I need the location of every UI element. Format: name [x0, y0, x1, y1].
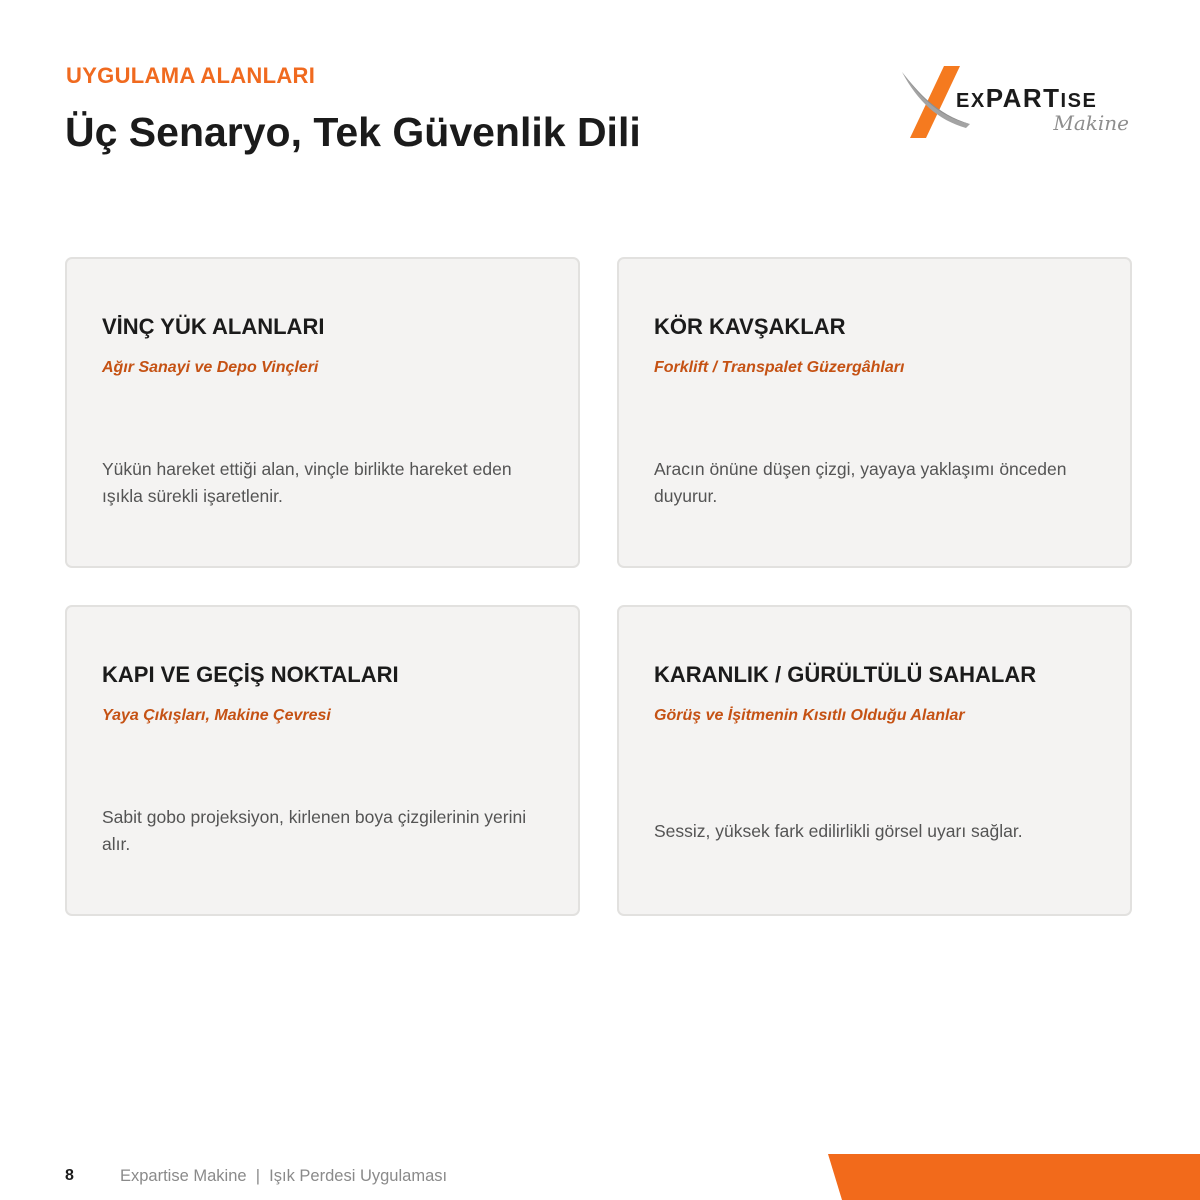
- card-title: KARANLIK / GÜRÜLTÜLÜ SAHALAR: [654, 662, 1037, 687]
- card-body: Aracın önüne düşen çizgi, yayaya yaklaşımı önceden duyurur.: [654, 459, 1067, 506]
- card-subtitle: Ağır Sanayi ve Depo Vinçleri: [102, 359, 319, 376]
- card-blind-intersections: [617, 257, 1132, 568]
- logo-brand-suffix: ISE: [1060, 90, 1098, 112]
- footer-caption: Expartise Makine | Işık Perdesi Uygulaması: [120, 1167, 448, 1185]
- card-body: Yükün hareket ettiği alan, vinçle birlikte hareket eden ışıkla sürekli işaretlenir.: [102, 459, 512, 506]
- page-number: 8: [65, 1167, 74, 1184]
- card-subtitle: Görüş ve İşitmenin Kısıtlı Olduğu Alanlar: [654, 707, 965, 724]
- page-title: Üç Senaryo, Tek Güvenlik Dili: [65, 109, 641, 155]
- card-crane-load-areas: [65, 257, 580, 568]
- card-subtitle: Forklift / Transpalet Güzergâhları: [654, 359, 905, 376]
- logo-brand-mid: PART: [985, 83, 1061, 113]
- card-body: Sabit gobo projeksiyon, kirlenen boya çizgilerinin yerini alır.: [102, 807, 527, 854]
- logo-brand-prefix: EX: [956, 90, 986, 112]
- svg-text:EXPARTISE: [956, 83, 1097, 113]
- card-dark-noisy-sites: [617, 605, 1132, 916]
- card-subtitle: Yaya Çıkışları, Makine Çevresi: [102, 707, 331, 724]
- card-title: KAPI VE GEÇİŞ NOKTALARI: [102, 662, 399, 687]
- card-body: Sessiz, yüksek fark edilirlikli görsel uyarı sağlar.: [654, 821, 1023, 841]
- card-title: VİNÇ YÜK ALANLARI: [102, 314, 325, 339]
- logo-x-orange-stroke: [910, 66, 960, 138]
- expartise-logo: [896, 62, 1136, 144]
- card-doors-and-passages: [65, 605, 580, 916]
- section-eyebrow: UYGULAMA ALANLARI: [66, 63, 316, 88]
- logo-tagline: Makine: [1053, 111, 1129, 135]
- card-title: KÖR KAVŞAKLAR: [654, 314, 846, 339]
